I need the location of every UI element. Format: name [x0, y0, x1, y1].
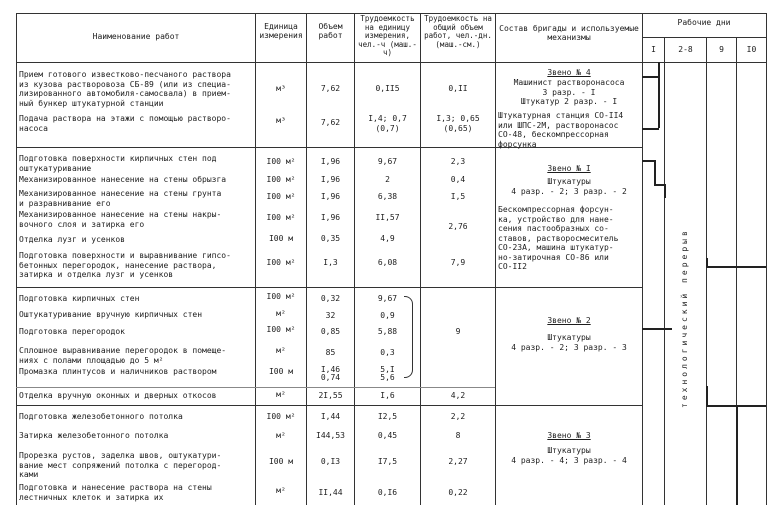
table-row-labor-unit: 9,67: [377, 294, 398, 303]
table-row-name: Оштукатуривание вручную кирпичных стен: [19, 310, 203, 319]
table-row-volume: 0,85: [320, 327, 341, 336]
table-row-unit: м²: [276, 390, 286, 399]
table-row-labor-total: I,3; 0,65 (0,65): [436, 114, 480, 133]
schedule-bar: [736, 405, 738, 505]
header-labor-total: Трудоемкость на общий объем работ, чел.-дн. (маш.-см.): [424, 14, 492, 49]
schedule-bar: [706, 266, 766, 268]
crew-3-title: Звено № 3: [547, 431, 591, 440]
table-row-labor-unit: 0,9: [380, 311, 395, 320]
schedule-bar: [706, 386, 708, 406]
table-row-unit: м³: [276, 116, 286, 125]
table-row-name: Прием готового известково-песчаного раствора из кузова растворовоза СБ-89 (или из специа- лизированного автомобиля-самосвала) в прием- ный бункер штукатурной станции: [19, 70, 231, 108]
schedule-bar: [658, 62, 660, 128]
crew-1-mechanisms: Бескомпрессорная форсун- ка, устройство для нане- сения пастообразных со- ставов, растворосмеситель СО-23А, машина штукатур- но-затирочная СО-86 или СО-II2: [498, 205, 619, 271]
schedule-bar: [654, 184, 664, 186]
table-row-labor-total: 2,3: [450, 157, 466, 166]
header-crew: Состав бригады и используемые механизмы: [499, 24, 639, 42]
table-row-volume: 0,I3: [320, 457, 341, 466]
table-row-unit: I00 м²: [266, 412, 296, 421]
crew-2-text: Штукатуры 4 разр. - 2; 3 разр. - 3: [511, 333, 627, 352]
tech-break-label: технологический перерыв: [680, 228, 689, 408]
table-row-unit: м²: [276, 486, 286, 495]
table-row-labor-unit: I7,5: [377, 457, 398, 466]
table-row-name: Подготовка перегородок: [19, 327, 125, 336]
table-row-volume: 7,62: [320, 84, 341, 93]
table-row-volume: I,96: [320, 192, 341, 201]
table-row-volume: I,96: [320, 157, 341, 166]
table-row-volume: 32: [325, 311, 336, 320]
table-row-labor-total: 2,2: [450, 412, 466, 421]
table-row-labor-total: 2,27: [448, 457, 468, 466]
table-row-volume: 0,35: [320, 234, 341, 243]
crew-2-title: Звено № 2: [547, 316, 591, 325]
day-col-10: I0: [746, 45, 757, 54]
table-row-labor-total: 0,4: [450, 175, 466, 184]
table-row-name: Механизированное нанесение на стены накры- вочного слоя и затирка его: [19, 210, 222, 229]
table-row-unit: м³: [276, 84, 286, 93]
header-labor-unit: Трудоемкость на единицу измерения, чел.-ч (маш.-ч): [358, 14, 417, 57]
table-row-unit: I00 м²: [266, 175, 296, 184]
day-col-2-8: 2-8: [678, 45, 693, 54]
table-row-unit: I00 м²: [266, 325, 296, 334]
table-row-labor-unit: I2,5: [377, 412, 398, 421]
schedule-bar: [642, 76, 658, 78]
table-row-volume: I,96: [320, 175, 341, 184]
table-row-labor-unit: 6,38: [377, 192, 398, 201]
table-row-labor-total: 9: [455, 327, 461, 336]
crew-4-title: Звено № 4: [547, 68, 591, 77]
table-row-labor-unit: 0,II5: [375, 84, 400, 93]
table-row-name: Сплошное выравнивание перегородок в помеще- ниях с полами площадью до 5 м²: [19, 346, 227, 365]
table-row-name: Подача раствора на этажи с помощью растворо- насоса: [19, 114, 231, 133]
table-row-unit: I00 м²: [266, 192, 296, 201]
table-row-volume: II,44: [318, 488, 343, 497]
table-row-volume: 2I,55: [318, 391, 343, 400]
table-row-unit: I00 м²: [266, 213, 296, 222]
table-row-labor-total: 0,22: [448, 488, 468, 497]
table-row-unit: м²: [276, 346, 286, 355]
table-row-name: Подготовка поверхности и выравнивание гипсо- бетонных перегородок, нанесение раствора, затирка и отделка лузг и усенков: [19, 251, 231, 279]
crew-3-text: Штукатуры 4 разр. - 4; 3 разр. - 4: [511, 446, 627, 465]
table-row-unit: I00 м: [268, 367, 294, 376]
table-row-volume: I,44: [320, 412, 341, 421]
table-row-unit: м²: [276, 431, 286, 440]
table-row-labor-unit: 5,88: [377, 327, 398, 336]
table-row-name: Механизированное нанесение на стены грунта и разравнивание его: [19, 189, 222, 208]
table-row-unit: I00 м²: [266, 292, 296, 301]
table-row-volume: 85: [325, 348, 336, 357]
table-row-labor-total: 7,9: [450, 258, 466, 267]
table-row-volume: 7,62: [320, 118, 341, 127]
schedule-bar: [642, 328, 672, 330]
day-col-1: I: [651, 45, 656, 54]
crew-1-text: Штукатуры 4 разр. - 2; 3 разр. - 2: [511, 177, 627, 196]
table-row-labor-total: 0,II: [448, 84, 468, 93]
header-days: Рабочие дни: [677, 18, 731, 27]
table-row-unit: м²: [276, 309, 286, 318]
table-row-labor-unit: 6,08: [377, 258, 398, 267]
table-row-name: Подготовка и нанесение раствора на стены лестничных клеток и затирка их: [19, 483, 212, 502]
table-row-volume: I,46 0,74: [320, 365, 341, 382]
crew-4-text: Машинист растворонасоса 3 разр. - I Штукатур 2 разр. - I: [513, 78, 625, 106]
day-col-9: 9: [719, 45, 724, 54]
table-row-unit: I00 м²: [266, 258, 296, 267]
table-row-labor-total: I,5: [450, 192, 466, 201]
table-row-name: Промазка плинтусов и наличников раствором: [19, 367, 217, 376]
header-volume: Объем работ: [318, 22, 343, 40]
header-work-name: Наименование работ: [92, 32, 180, 41]
table-row-labor-unit: 0,3: [380, 348, 395, 357]
table-row-labor-unit: 0,45: [377, 431, 398, 440]
table-row-labor-total: 2,76: [448, 222, 468, 231]
table-row-labor-unit: 9,67: [377, 157, 398, 166]
table-row-name: Подготовка кирпичных стен: [19, 294, 140, 303]
schedule-bar: [642, 128, 659, 130]
table-row-labor-total: 8: [455, 431, 461, 440]
crew-4-mechanisms: Штукатурная станция СО-II4 или ШПС-2М, растворонасос СО-48, бескомпрессорная форсунка: [498, 111, 624, 149]
table-row-labor-unit: 0,I6: [377, 488, 398, 497]
table-row-volume: I,3: [323, 258, 338, 267]
table-row-labor-unit: II,57: [375, 213, 400, 222]
schedule-bar: [654, 160, 656, 184]
group-brace: [404, 296, 413, 378]
table-row-name: Отделка лузг и усенков: [19, 235, 125, 244]
table-row-labor-total: 4,2: [450, 391, 466, 400]
table-row-volume: I,96: [320, 213, 341, 222]
table-row-labor-unit: 5,I 5,6: [380, 365, 395, 382]
table-row-volume: 0,32: [320, 294, 341, 303]
crew-1-title: Звено № I: [547, 164, 591, 173]
table-row-name: Подготовка поверхности кирпичных стен под оштукатуривание: [19, 154, 217, 173]
table-row-name: Прорезка рустов, заделка швов, оштукатури- вание мест сопряжений потолка с перегород- ками: [19, 451, 222, 479]
table-row-unit: I00 м: [268, 234, 294, 243]
table-row-labor-unit: 4,9: [380, 234, 395, 243]
table-row-name: Подготовка железобетонного потолка: [19, 412, 183, 421]
table-row-name: Отделка вручную оконных и дверных откосов: [19, 391, 217, 400]
table-row-name: Механизированное нанесение на стены обрызга: [19, 175, 227, 184]
table-row-unit: I00 м²: [266, 157, 296, 166]
table-row-labor-unit: I,6: [380, 391, 395, 400]
table-row-name: Затирка железобетонного потолка: [19, 431, 169, 440]
schedule-bar: [664, 184, 666, 198]
header-unit: Единица измерения: [259, 22, 303, 40]
table-row-volume: I44,53: [316, 431, 345, 440]
table-row-labor-unit: 2: [385, 175, 390, 184]
schedule-bar: [642, 160, 654, 162]
table-row-labor-unit: I,4; 0,7 (0,7): [368, 114, 407, 133]
table-row-unit: I00 м: [268, 457, 294, 466]
